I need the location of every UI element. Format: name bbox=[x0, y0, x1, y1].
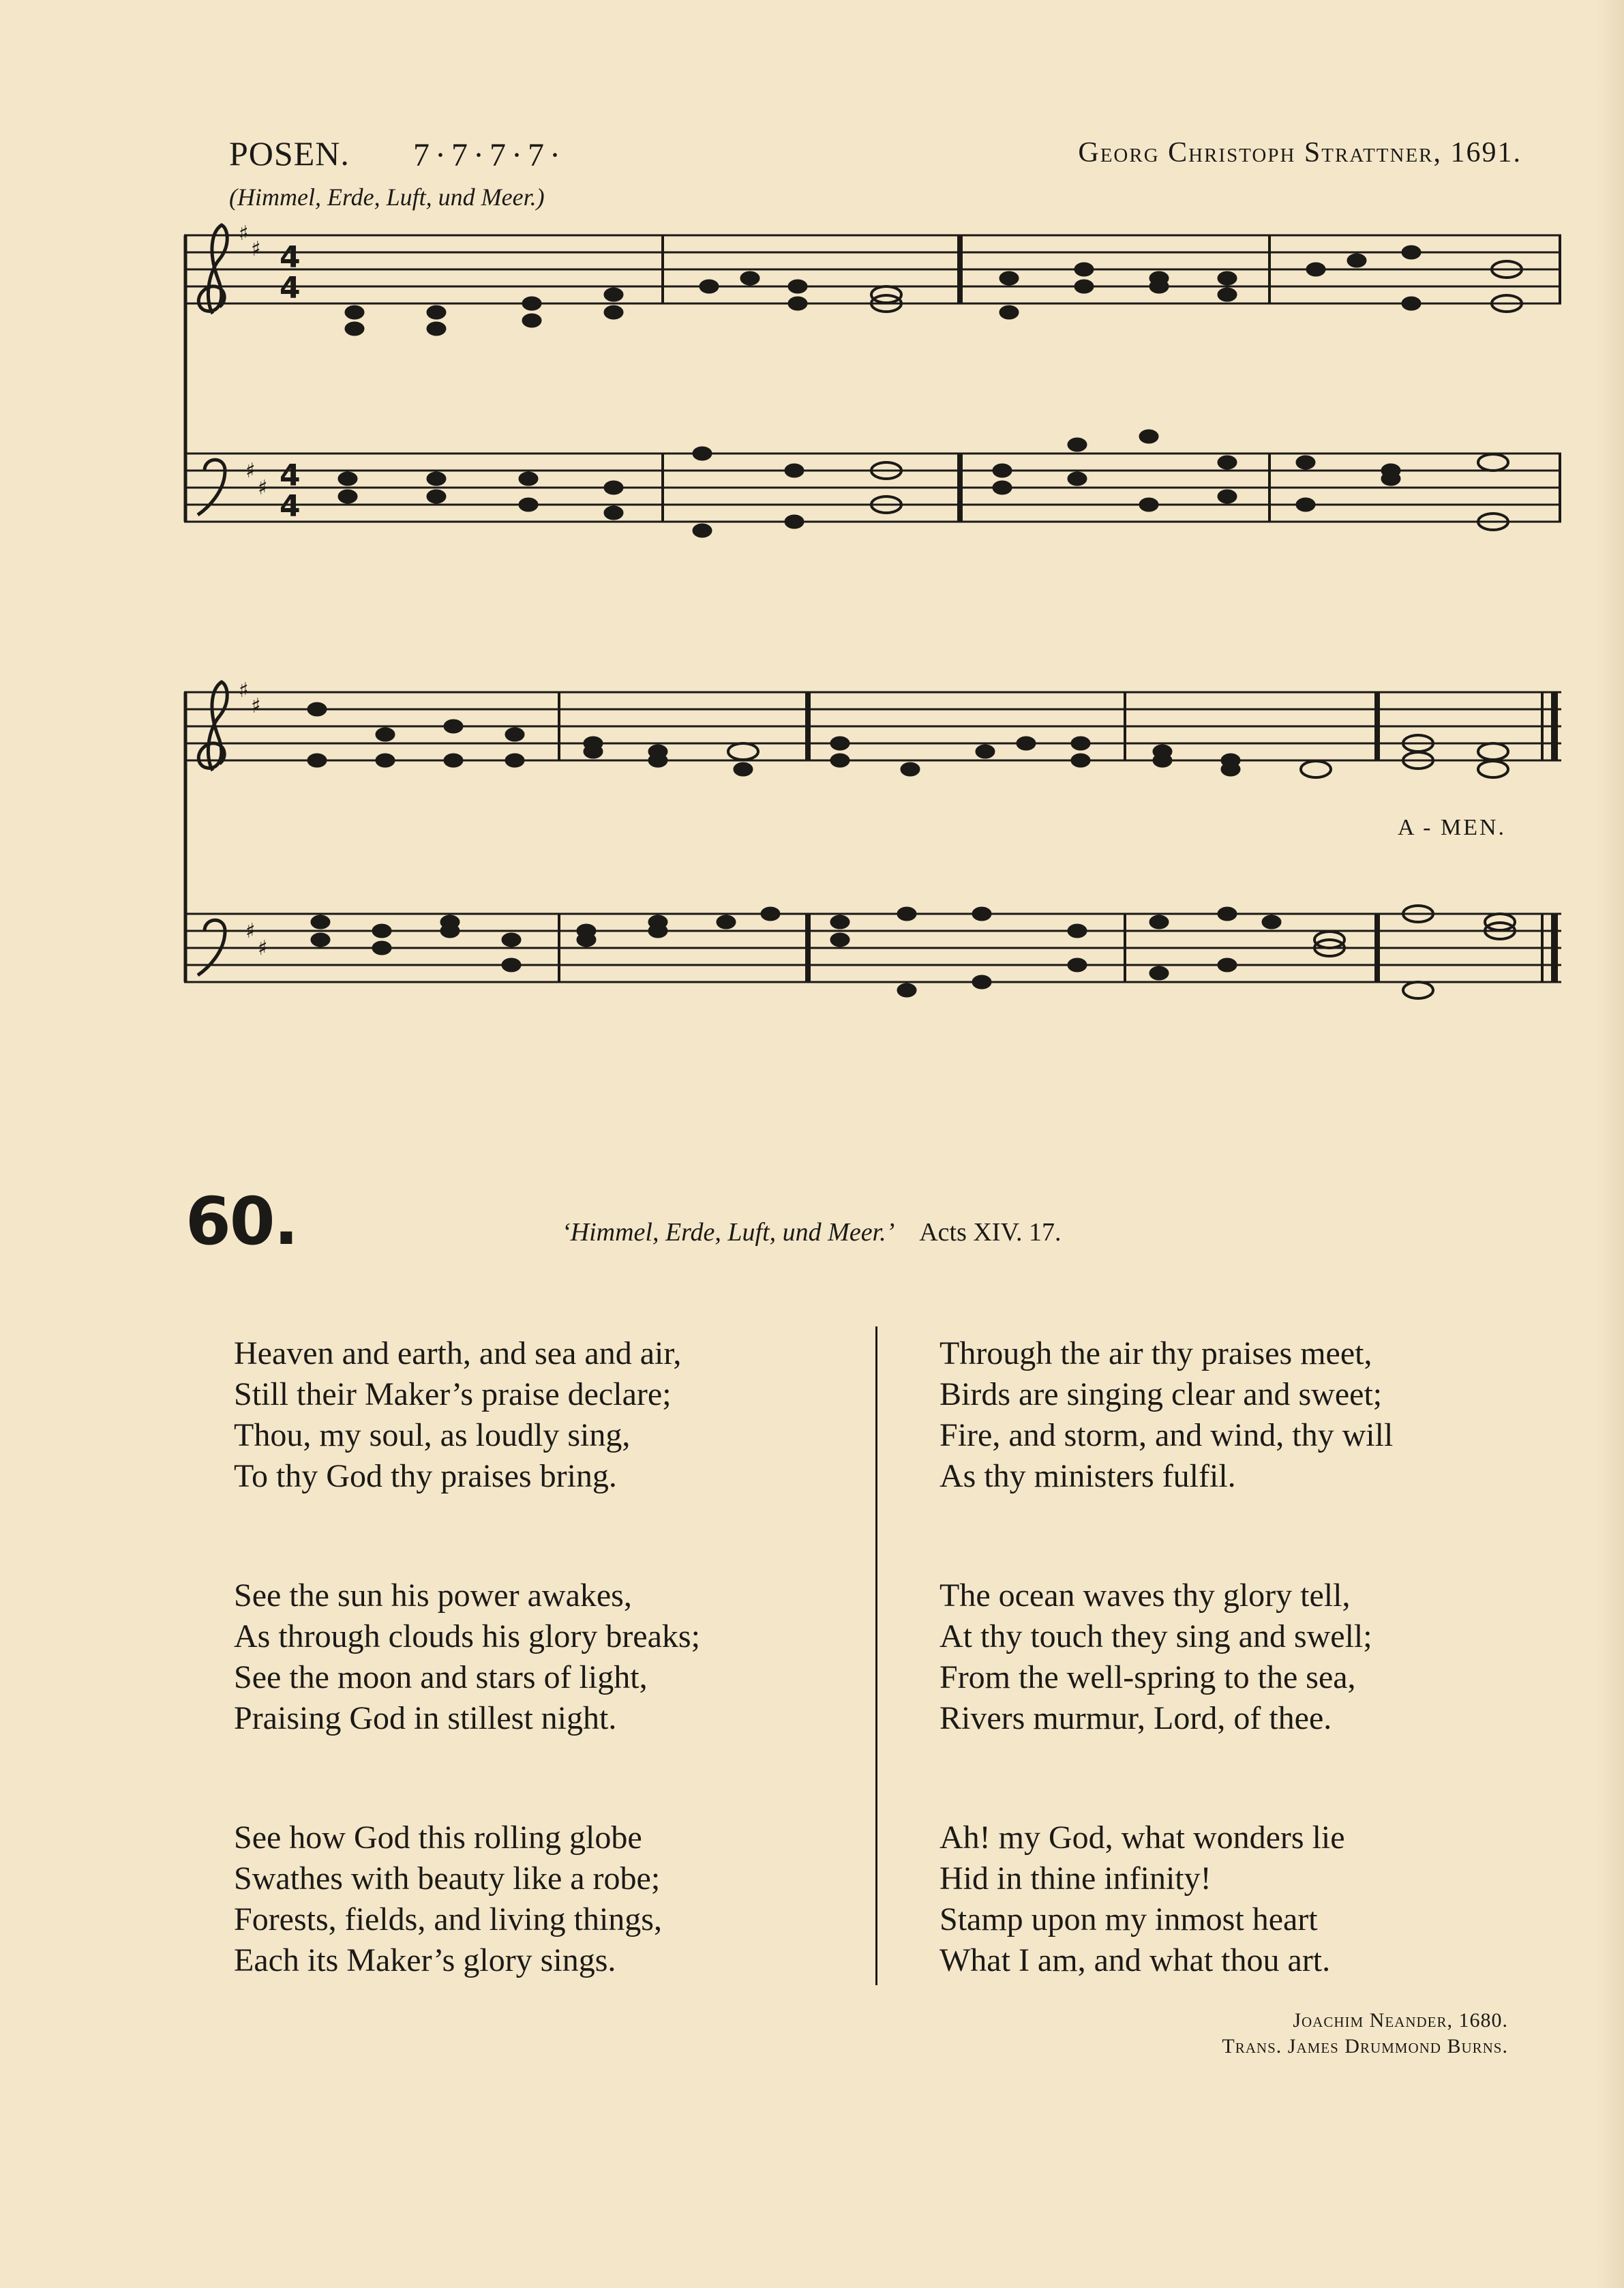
verse-line: Thou, my soul, as loudly sing, bbox=[234, 1417, 631, 1453]
system-1-barlines bbox=[185, 235, 1560, 522]
verse-line: Forests, fields, and living things, bbox=[234, 1901, 662, 1937]
verse-line: Hid in thine infinity! bbox=[939, 1860, 1212, 1897]
tune-subtitle: (Himmel, Erde, Luft, und Meer.) bbox=[229, 183, 545, 211]
verse-line: As through clouds his glory breaks; bbox=[234, 1618, 700, 1654]
verse-line: At thy touch they sing and swell; bbox=[939, 1618, 1372, 1654]
svg-text:♯: ♯ bbox=[258, 476, 268, 500]
svg-text:♯: ♯ bbox=[258, 936, 268, 960]
verse-line: Fire, and storm, and wind, thy will bbox=[939, 1417, 1394, 1453]
svg-text:♯: ♯ bbox=[245, 459, 256, 483]
stanza-3 bbox=[234, 1817, 847, 1981]
svg-text:♯: ♯ bbox=[239, 679, 249, 702]
verse-line: Rivers murmur, Lord, of thee. bbox=[939, 1700, 1332, 1736]
meter: 7·7·7·7· bbox=[413, 137, 566, 173]
notes-system-1 bbox=[338, 246, 1522, 537]
key-time-system-1 bbox=[239, 222, 301, 524]
reference-title: ‘Himmel, Erde, Luft, und Meer.’ bbox=[562, 1218, 895, 1247]
stanza-1 bbox=[234, 1333, 847, 1497]
tune-name: POSEN. bbox=[229, 134, 350, 173]
column-divider bbox=[875, 1326, 877, 1985]
verse-line: See the sun his power awakes, bbox=[234, 1577, 632, 1614]
verse-line: Swathes with beauty like a robe; bbox=[234, 1860, 661, 1897]
verse-line: See the moon and stars of light, bbox=[234, 1659, 648, 1695]
amen-lyric: A - MEN. bbox=[1398, 815, 1507, 840]
svg-text:4: 4 bbox=[280, 458, 301, 493]
author-credit: Joachim Neander, 1680. bbox=[1293, 2009, 1508, 2032]
verse-line: Praising God in stillest night. bbox=[234, 1700, 617, 1736]
verse-line: Stamp upon my inmost heart bbox=[939, 1901, 1318, 1937]
stanza-6 bbox=[939, 1817, 1553, 1981]
key-system-2 bbox=[239, 679, 268, 960]
svg-text:♯: ♯ bbox=[239, 222, 249, 246]
svg-text:♯: ♯ bbox=[245, 919, 256, 943]
verse-line: Ah! my God, what wonders lie bbox=[939, 1819, 1345, 1856]
verse-line: Through the air thy praises meet, bbox=[939, 1335, 1372, 1371]
verse-line: From the well-spring to the sea, bbox=[939, 1659, 1356, 1695]
svg-text:♯: ♯ bbox=[251, 237, 261, 261]
translator-credit: Trans. James Drummond Burns. bbox=[1222, 2035, 1508, 2057]
svg-text:4: 4 bbox=[280, 489, 301, 524]
hymn-number: 60. bbox=[185, 1183, 298, 1260]
svg-text:4: 4 bbox=[280, 271, 301, 306]
stanza-2 bbox=[234, 1575, 847, 1739]
bass-staff-1 bbox=[184, 454, 1561, 522]
hymn-reference bbox=[562, 1217, 1062, 1247]
svg-text:♯: ♯ bbox=[251, 694, 261, 718]
author-credits bbox=[1222, 2008, 1508, 2060]
composer-credit: Georg Christoph Strattner, 1691. bbox=[1078, 137, 1522, 168]
svg-text:4: 4 bbox=[280, 240, 301, 275]
stanza-4 bbox=[939, 1333, 1553, 1497]
verse-line: What I am, and what thou art. bbox=[939, 1942, 1331, 1978]
musical-score bbox=[0, 0, 1624, 1023]
verse-line: Heaven and earth, and sea and air, bbox=[234, 1335, 682, 1371]
notes-system-2 bbox=[307, 702, 1515, 998]
verse-line: Still their Maker’s praise declare; bbox=[234, 1376, 672, 1412]
stanza-5 bbox=[939, 1575, 1553, 1739]
reference-scripture: Acts XIV. 17. bbox=[919, 1218, 1062, 1247]
verse-line: See how God this rolling globe bbox=[234, 1819, 642, 1856]
verse-line: Each its Maker’s glory sings. bbox=[234, 1942, 616, 1978]
verse-line: As thy ministers fulfil. bbox=[939, 1458, 1236, 1494]
verse-line: Birds are singing clear and sweet; bbox=[939, 1376, 1383, 1412]
verse-line: To thy God thy praises bring. bbox=[234, 1458, 617, 1494]
verse-line: The ocean waves thy glory tell, bbox=[939, 1577, 1351, 1614]
treble-staff-2 bbox=[184, 692, 1561, 760]
